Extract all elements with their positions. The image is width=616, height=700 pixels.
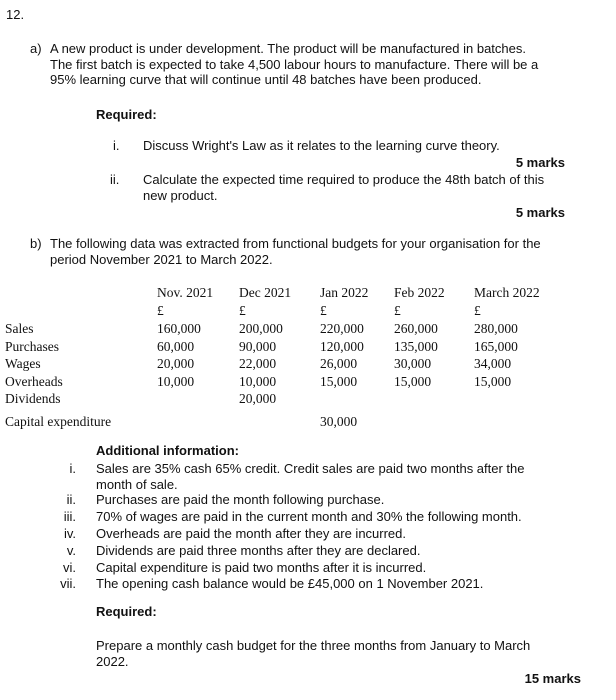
additional-item-numeral: ii.	[66, 492, 76, 507]
table-currency-symbol: £	[474, 303, 481, 318]
additional-item-numeral: vii.	[60, 576, 76, 591]
table-row-label: Capital expenditure	[5, 414, 112, 429]
additional-item-line: Overheads are paid the month after they are incurred.	[96, 526, 407, 541]
table-currency-symbol: £	[320, 303, 327, 318]
part-a-item-text: Discuss Wright's Law as it relates to the learning curve theory.	[143, 138, 500, 153]
question-number: 12.	[6, 7, 25, 22]
additional-item-line: Purchases are paid the month following purchase.	[96, 492, 385, 507]
part-b-line: The following data was extracted from functional budgets for your organisation for the	[50, 236, 541, 251]
part-a-item-line: Calculate the expected time required to produce the 48th batch of this	[143, 172, 545, 187]
table-cell-value: 135,000	[394, 339, 438, 354]
additional-item-numeral: iii.	[63, 509, 76, 524]
table-cell-value: 160,000	[157, 321, 201, 336]
table-cell-value: 15,000	[474, 374, 512, 389]
additional-item-line: The opening cash balance would be £45,000 on 1 November 2021.	[96, 576, 484, 591]
additional-item-line: Capital expenditure is paid two months after it is incurred.	[96, 560, 427, 575]
part-a-line: The first batch is expected to take 4,500 labour hours to manufacture. There will be a	[50, 56, 539, 72]
table-cell-value: 10,000	[157, 374, 195, 389]
additional-item-text	[96, 461, 525, 492]
additional-item-text	[96, 560, 426, 576]
part-a-item-numeral: i.	[113, 138, 120, 153]
table-cell-value: 30,000	[320, 414, 358, 429]
part-a-required-heading: Required:	[96, 107, 157, 122]
additional-item-line: month of sale.	[96, 476, 178, 492]
part-a-line: A new product is under development. The product will be manufactured in batches.	[50, 41, 526, 56]
table-column-header: Feb 2022	[394, 285, 445, 300]
table-row-label: Purchases	[5, 339, 59, 354]
part-b-required-heading: Required:	[96, 604, 157, 619]
table-cell-value: 15,000	[320, 374, 358, 389]
part-a-item-line: new product.	[143, 187, 218, 203]
part-a-item-numeral: ii.	[110, 172, 120, 187]
table-currency-symbol: £	[394, 303, 401, 318]
table-cell-value: 280,000	[474, 321, 518, 336]
additional-item-text	[96, 526, 406, 542]
table-cell-value: 10,000	[239, 374, 277, 389]
table-currency-symbol: £	[157, 303, 164, 318]
table-cell-value: 120,000	[320, 339, 364, 354]
table-cell-value: 26,000	[320, 356, 358, 371]
additional-item-line: Dividends are paid three months after they are declared.	[96, 543, 421, 558]
part-b-task	[96, 638, 530, 669]
part-a-item-marks: 5 marks	[515, 205, 565, 220]
table-cell-value: 20,000	[157, 356, 195, 371]
table-column-header: Jan 2022	[320, 285, 369, 300]
part-b-task-line: Prepare a monthly cash budget for the three months from January to March	[96, 638, 531, 653]
table-cell-value: 22,000	[239, 356, 277, 371]
additional-item-text	[96, 543, 420, 559]
table-column-header: March 2022	[474, 285, 540, 300]
additional-item-text	[96, 509, 522, 525]
additional-item-text	[96, 576, 483, 592]
table-row-label: Sales	[5, 321, 34, 336]
part-b-label: b)	[30, 236, 42, 251]
table-cell-value: 200,000	[239, 321, 283, 336]
part-b-task-line: 2022.	[96, 653, 129, 669]
additional-item-numeral: v.	[66, 543, 76, 558]
table-cell-value: 30,000	[394, 356, 432, 371]
part-b-marks: 15 marks	[524, 671, 581, 686]
additional-item-line: Sales are 35% cash 65% credit. Credit sales are paid two months after the	[96, 461, 525, 476]
additional-item-text	[96, 492, 384, 508]
table-cell-value: 15,000	[394, 374, 432, 389]
table-currency-symbol: £	[239, 303, 246, 318]
part-a-item-marks: 5 marks	[515, 155, 565, 170]
table-row-label: Dividends	[5, 391, 61, 406]
additional-item-numeral: vi.	[63, 560, 76, 575]
table-cell-value: 60,000	[157, 339, 195, 354]
table-cell-value: 220,000	[320, 321, 364, 336]
table-cell-value: 34,000	[474, 356, 512, 371]
part-a-line: 95% learning curve that will continue until 48 batches have been produced.	[50, 72, 482, 87]
table-row-label: Overheads	[5, 374, 63, 389]
part-a-label: a)	[30, 41, 42, 56]
table-cell-value: 165,000	[474, 339, 518, 354]
additional-item-numeral: i.	[69, 461, 76, 476]
additional-info-heading: Additional information:	[96, 443, 239, 458]
table-column-header: Dec 2021	[239, 285, 292, 300]
table-cell-value: 20,000	[239, 391, 277, 406]
table-cell-value: 90,000	[239, 339, 277, 354]
table-row-label: Wages	[5, 356, 41, 371]
part-b-line: period November 2021 to March 2022.	[50, 251, 273, 267]
table-column-header: Nov. 2021	[157, 285, 214, 300]
table-cell-value: 260,000	[394, 321, 438, 336]
additional-item-numeral: iv.	[63, 526, 76, 541]
additional-item-line: 70% of wages are paid in the current month and 30% the following month.	[96, 509, 522, 524]
